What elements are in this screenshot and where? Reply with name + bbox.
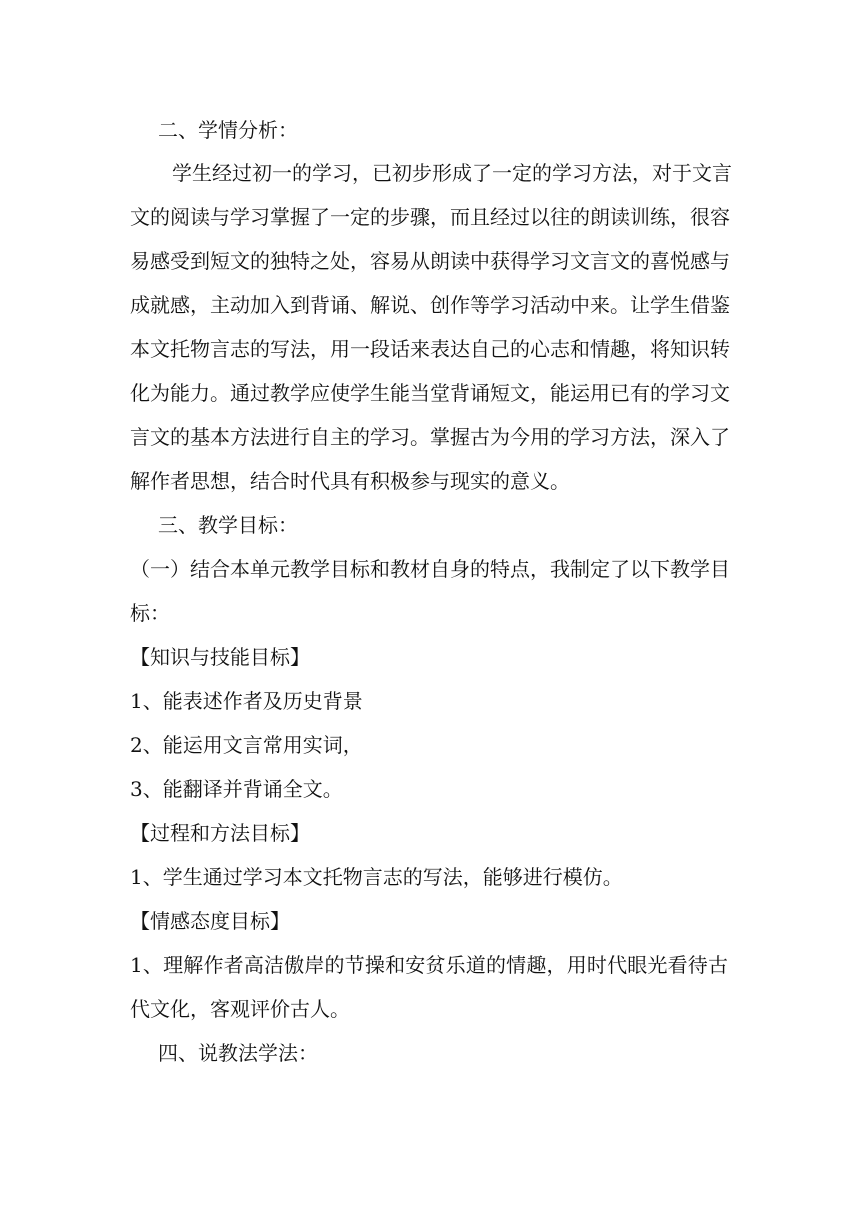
analysis-line: 言文的基本方法进行自主的学习。掌握古为今用的学习方法，深入了: [130, 425, 730, 449]
process-goal-item: 1、学生通过学习本文托物言志的写法，能够进行模仿。: [130, 865, 623, 889]
knowledge-goal-item: 2、能运用文言常用实词，: [130, 733, 363, 757]
analysis-line: 易感受到短文的独特之处，容易从朗读中获得学习文言文的喜悦感与: [130, 249, 730, 273]
process-goal-title: 【过程和方法目标】: [130, 821, 310, 845]
analysis-line: 成就感，主动加入到背诵、解说、创作等学习活动中来。让学生借鉴: [130, 293, 730, 317]
goal-intro-line: 标：: [130, 601, 170, 625]
section-heading-goals: 三、教学目标：: [158, 513, 298, 537]
analysis-line: 学生经过初一的学习，已初步形成了一定的学习方法，对于文言: [172, 161, 732, 185]
analysis-line: 化为能力。通过教学应使学生能当堂背诵短文，能运用已有的学习文: [130, 381, 730, 405]
knowledge-goal-item: 3、能翻译并背诵全文。: [130, 777, 343, 801]
section-heading-methods: 四、说教法学法：: [158, 1041, 318, 1065]
analysis-line: 解作者思想，结合时代具有积极参与现实的意义。: [130, 469, 570, 493]
emotion-goal-title: 【情感态度目标】: [130, 909, 290, 933]
knowledge-goal-title: 【知识与技能目标】: [130, 645, 310, 669]
section-heading-analysis: 二、学情分析：: [158, 118, 298, 142]
knowledge-goal-item: 1、能表述作者及历史背景: [130, 689, 363, 713]
analysis-line: 本文托物言志的写法，用一段话来表达自己的心志和情趣，将知识转: [130, 337, 730, 361]
emotion-goal-line: 1、理解作者高洁傲岸的节操和安贫乐道的情趣，用时代眼光看待古: [130, 953, 728, 977]
goal-intro-line: （一）结合本单元教学目标和教材自身的特点，我制定了以下教学目: [130, 557, 730, 581]
analysis-line: 文的阅读与学习掌握了一定的步骤，而且经过以往的朗读训练，很容: [130, 205, 730, 229]
emotion-goal-line: 代文化，客观评价古人。: [130, 997, 350, 1021]
